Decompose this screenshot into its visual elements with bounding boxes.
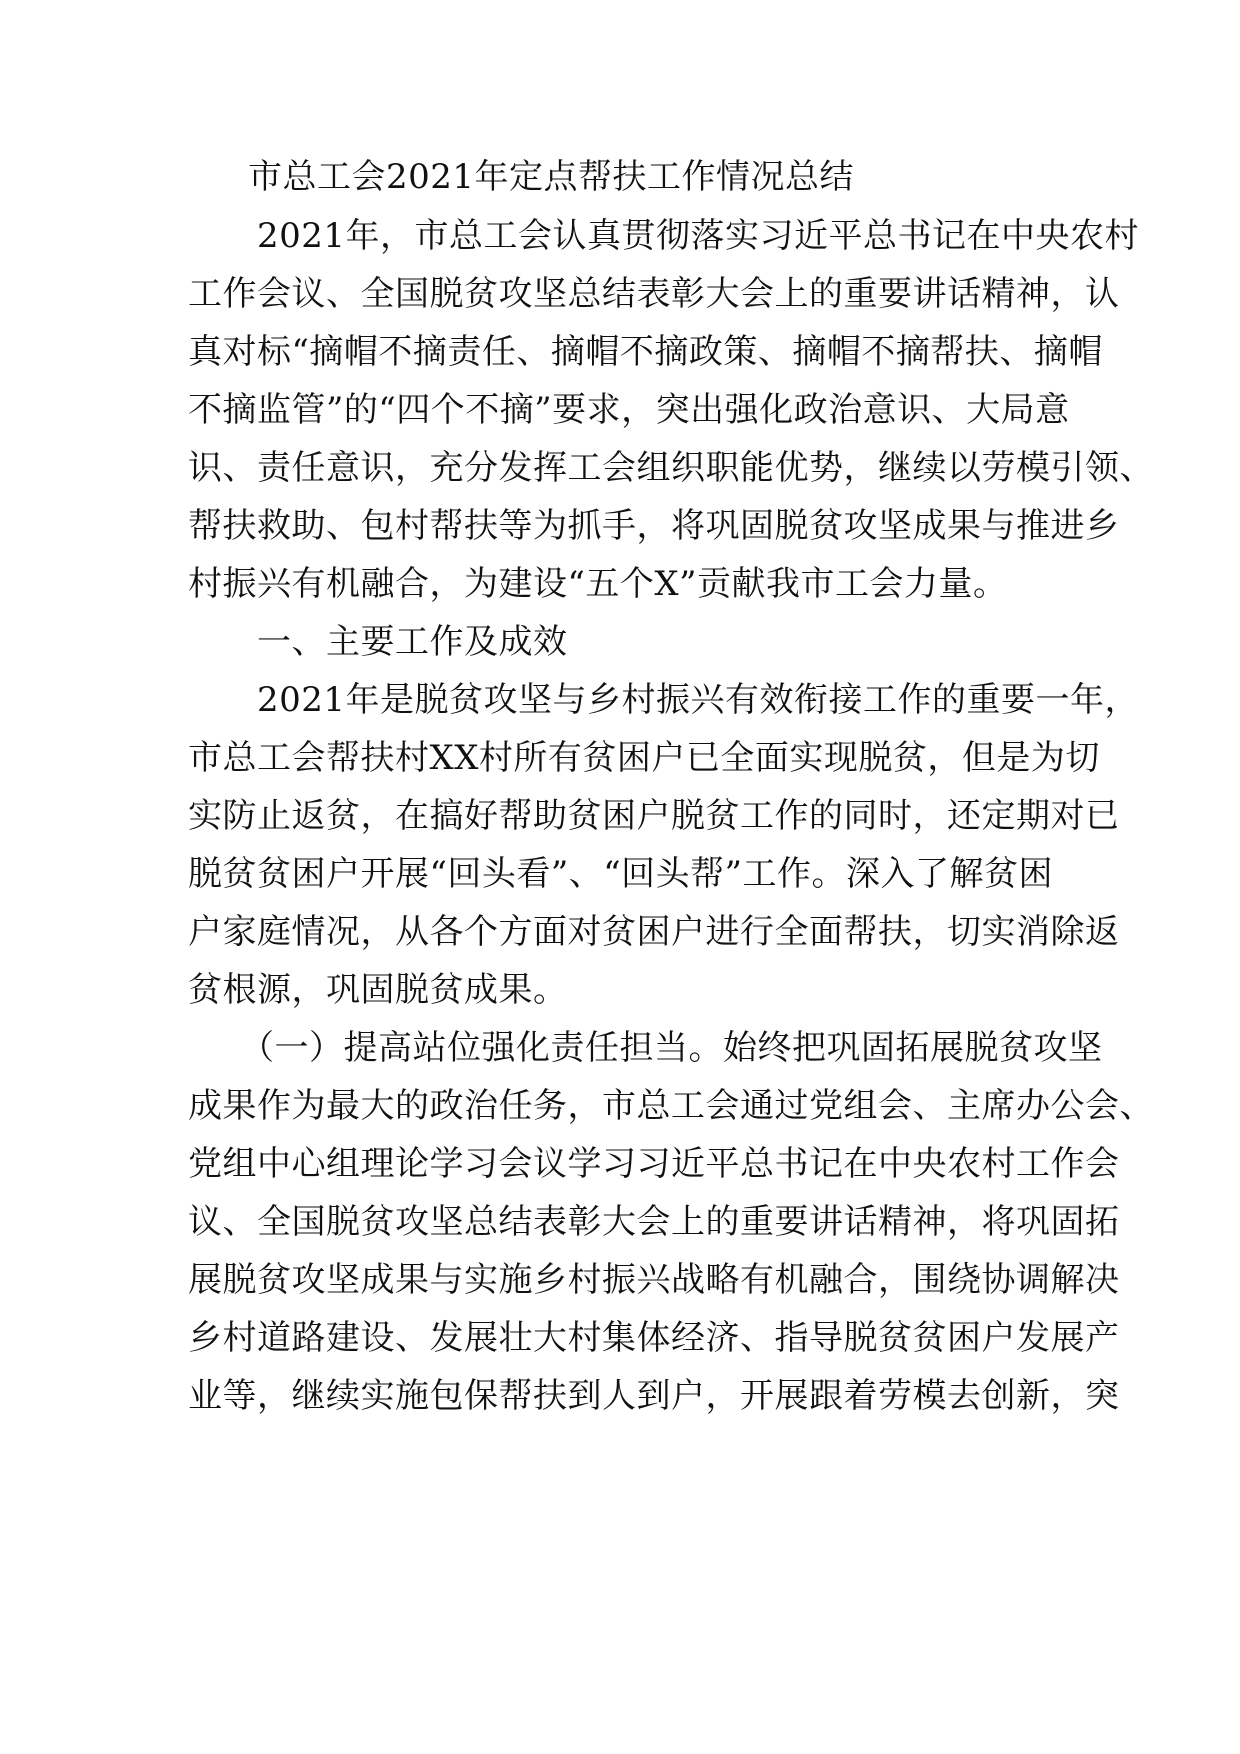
- paragraph-line: 户家庭情况，从各个方面对贫困户进行全面帮扶，切实消除返: [188, 912, 1120, 952]
- paragraph-line: 乡村道路建设、发展壮大村集体经济、指导脱贫贫困户发展产: [188, 1318, 1120, 1358]
- paragraph-line: （一）提高站位强化责任担当。始终把巩固拓展脱贫攻坚: [188, 1028, 1103, 1068]
- paragraph-line: 市总工会帮扶村XX村所有贫困户已全面实现脱贫，但是为切: [188, 738, 1100, 778]
- paragraph-line: 贫根源，巩固脱贫成果。: [188, 970, 568, 1010]
- paragraph-line: 2021年是脱贫攻坚与乡村振兴有效衔接工作的重要一年，: [188, 680, 1140, 720]
- paragraph-line: 2021年，市总工会认真贯彻落实习近平总书记在中央农村: [188, 216, 1140, 256]
- paragraph-line: 不摘监管”的“四个不摘”要求，突出强化政治意识、大局意: [188, 390, 1070, 430]
- paragraph-line: 展脱贫攻坚成果与实施乡村振兴战略有机融合，围绕协调解决: [188, 1260, 1120, 1300]
- paragraph-line: 帮扶救助、包村帮扶等为抓手，将巩固脱贫攻坚成果与推进乡: [188, 506, 1120, 546]
- paragraph-line: 成果作为最大的政治任务，市总工会通过党组会、主席办公会、: [188, 1086, 1154, 1126]
- paragraph-line: 业等，继续实施包保帮扶到人到户，开展跟着劳模去创新，突: [188, 1376, 1120, 1416]
- paragraph-line: 脱贫贫困户开展“回头看”、“回头帮”工作。深入了解贫困: [188, 854, 1054, 894]
- paragraph-line: 识、责任意识，充分发挥工会组织职能优势，继续以劳模引领、: [188, 448, 1154, 488]
- paragraph-line: 实防止返贫，在搞好帮助贫困户脱贫工作的同时，还定期对已: [188, 796, 1120, 836]
- section-heading: 一、主要工作及成效: [188, 622, 568, 662]
- paragraph-line: 工作会议、全国脱贫攻坚总结表彰大会上的重要讲话精神，认: [188, 274, 1120, 314]
- paragraph-line: 真对标“摘帽不摘责任、摘帽不摘政策、摘帽不摘帮扶、摘帽: [188, 332, 1103, 372]
- paragraph-line: 村振兴有机融合，为建设“五个X”贡献我市工会力量。: [188, 564, 1008, 604]
- paragraph-line: 党组中心组理论学习会议学习习近平总书记在中央农村工作会: [188, 1144, 1120, 1184]
- paragraph-line: 议、全国脱贫攻坚总结表彰大会上的重要讲话精神，将巩固拓: [188, 1202, 1120, 1242]
- document-title: 市总工会2021年定点帮扶工作情况总结: [248, 157, 855, 197]
